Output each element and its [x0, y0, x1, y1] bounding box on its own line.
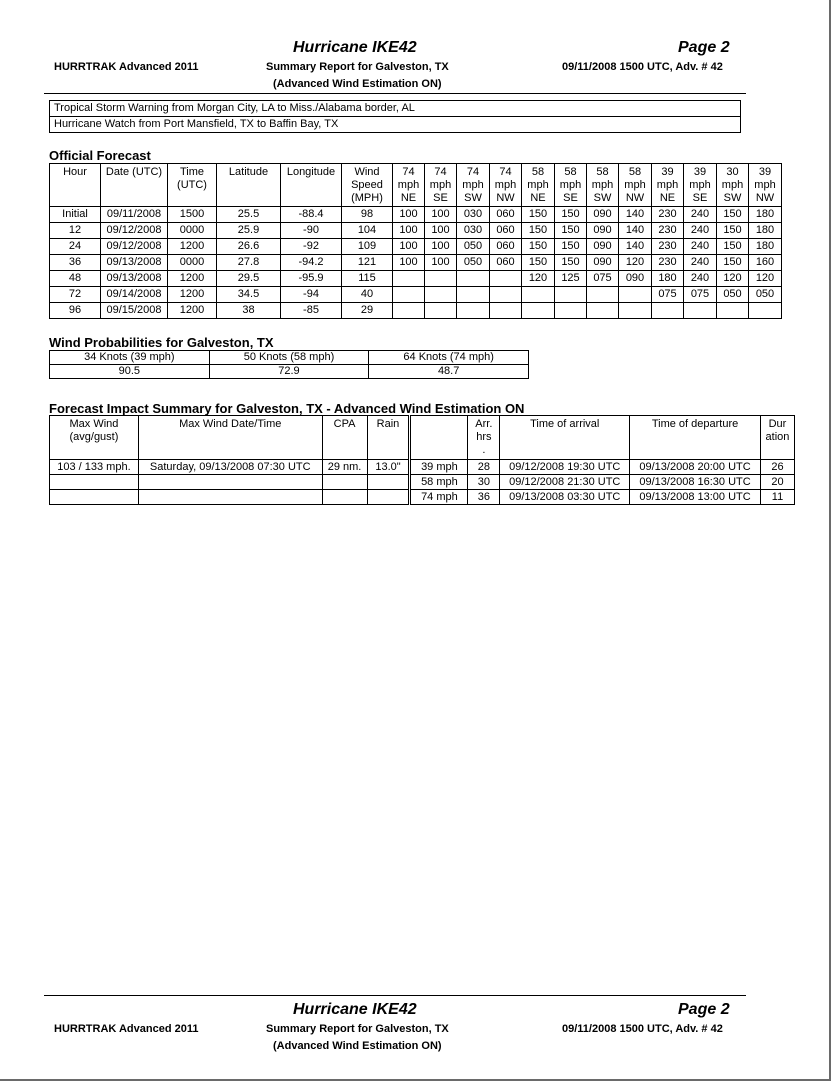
forecast-cell: 150	[717, 207, 749, 223]
page-number: Page 2	[678, 39, 730, 56]
forecast-cell: 09/12/2008	[101, 223, 168, 239]
forecast-cell: 150	[555, 255, 587, 271]
forecast-row	[50, 255, 782, 271]
prob-value-64kt: 48.7	[369, 365, 529, 379]
forecast-cell	[652, 303, 684, 319]
forecast-cell: 150	[555, 223, 587, 239]
forecast-cell: 075	[684, 287, 717, 303]
forecast-cell	[490, 271, 522, 287]
forecast-cell: 090	[619, 271, 652, 287]
forecast-cell: 150	[522, 223, 555, 239]
forecast-cell: 240	[684, 207, 717, 223]
forecast-cell: 230	[652, 255, 684, 271]
forecast-header-cell: Latitude	[217, 164, 281, 207]
forecast-cell: 050	[457, 255, 490, 271]
forecast-cell: 0000	[168, 223, 217, 239]
warnings-box	[49, 100, 741, 133]
forecast-cell: 26.6	[217, 239, 281, 255]
forecast-cell: 34.5	[217, 287, 281, 303]
forecast-cell	[587, 303, 619, 319]
impact-header-max-wind-time: Max Wind Date/Time	[138, 416, 322, 460]
impact-departure: 09/13/2008 20:00 UTC	[630, 460, 761, 475]
footer-software-name: HURRTRAK Advanced 2011	[54, 1023, 199, 1035]
forecast-cell: 98	[342, 207, 393, 223]
forecast-cell: 090	[587, 255, 619, 271]
report-title: Hurricane IKE42	[293, 39, 417, 56]
forecast-cell: 100	[425, 239, 457, 255]
impact-empty-cell	[50, 490, 139, 505]
forecast-cell: 140	[619, 239, 652, 255]
forecast-cell: 120	[522, 271, 555, 287]
forecast-cell: 150	[555, 207, 587, 223]
forecast-row	[50, 287, 782, 303]
forecast-cell: 0000	[168, 255, 217, 271]
forecast-cell	[457, 303, 490, 319]
forecast-cell	[684, 303, 717, 319]
report-mode: (Advanced Wind Estimation ON)	[273, 78, 442, 90]
impact-header-cpa: CPA	[322, 416, 367, 460]
report-subtitle: Summary Report for Galveston, TX	[266, 61, 449, 73]
impact-empty-cell	[367, 475, 410, 490]
forecast-cell	[749, 303, 782, 319]
forecast-cell: 1200	[168, 303, 217, 319]
impact-empty-cell	[367, 490, 410, 505]
forecast-cell: 09/11/2008	[101, 207, 168, 223]
forecast-cell: 150	[522, 207, 555, 223]
forecast-cell: 075	[652, 287, 684, 303]
impact-header-rain: Rain	[367, 416, 410, 460]
forecast-cell	[522, 287, 555, 303]
impact-arr-hrs: 30	[468, 475, 500, 490]
forecast-cell	[619, 303, 652, 319]
forecast-cell: 125	[555, 271, 587, 287]
forecast-cell: 96	[50, 303, 101, 319]
forecast-cell: 180	[749, 207, 782, 223]
impact-rain: 13.0"	[367, 460, 410, 475]
forecast-cell: Initial	[50, 207, 101, 223]
forecast-cell	[587, 287, 619, 303]
forecast-cell: 240	[684, 223, 717, 239]
forecast-cell: 060	[490, 239, 522, 255]
prob-header-34kt: 34 Knots (39 mph)	[50, 351, 210, 365]
forecast-cell: -92	[281, 239, 342, 255]
forecast-cell: 050	[749, 287, 782, 303]
impact-header-max-wind: Max Wind (avg/gust)	[50, 416, 139, 460]
impact-arr-hrs: 36	[468, 490, 500, 505]
impact-header-threshold	[410, 416, 468, 460]
forecast-cell: 240	[684, 239, 717, 255]
forecast-cell	[490, 303, 522, 319]
forecast-cell	[393, 303, 425, 319]
impact-threshold: 74 mph	[410, 490, 468, 505]
forecast-header-cell: Wind Speed (MPH)	[342, 164, 393, 207]
forecast-cell: 180	[749, 239, 782, 255]
impact-arrival: 09/13/2008 03:30 UTC	[500, 490, 630, 505]
impact-arr-hrs: 28	[468, 460, 500, 475]
impact-max-wind-time: Saturday, 09/13/2008 07:30 UTC	[138, 460, 322, 475]
forecast-cell: 27.8	[217, 255, 281, 271]
forecast-cell: -85	[281, 303, 342, 319]
forecast-cell	[457, 287, 490, 303]
forecast-cell: 180	[749, 223, 782, 239]
forecast-cell: 150	[717, 223, 749, 239]
forecast-cell: 150	[717, 255, 749, 271]
impact-arrival: 09/12/2008 19:30 UTC	[500, 460, 630, 475]
impact-duration: 11	[760, 490, 794, 505]
software-name: HURRTRAK Advanced 2011	[54, 61, 199, 73]
forecast-row	[50, 271, 782, 287]
forecast-cell: 150	[522, 255, 555, 271]
forecast-cell: 09/13/2008	[101, 271, 168, 287]
forecast-cell: 72	[50, 287, 101, 303]
forecast-cell: 230	[652, 207, 684, 223]
forecast-header-cell: Date (UTC)	[101, 164, 168, 207]
forecast-cell: 060	[490, 255, 522, 271]
forecast-header-cell: Longitude	[281, 164, 342, 207]
forecast-cell: 09/12/2008	[101, 239, 168, 255]
forecast-cell	[425, 303, 457, 319]
impact-table	[49, 415, 795, 505]
forecast-cell: 109	[342, 239, 393, 255]
forecast-cell: 25.5	[217, 207, 281, 223]
warning-line: Tropical Storm Warning from Morgan City, LA to Miss./Alabama border, AL	[54, 102, 415, 114]
forecast-cell: 100	[425, 255, 457, 271]
forecast-cell: 090	[587, 239, 619, 255]
forecast-header-cell: 39 mph NE	[652, 164, 684, 207]
forecast-header-cell: 74 mph SE	[425, 164, 457, 207]
forecast-header-cell: 39 mph SE	[684, 164, 717, 207]
forecast-cell: 100	[425, 207, 457, 223]
impact-threshold: 58 mph	[410, 475, 468, 490]
forecast-cell: 180	[652, 271, 684, 287]
forecast-cell: 090	[587, 223, 619, 239]
footer-mode: (Advanced Wind Estimation ON)	[273, 1040, 442, 1052]
impact-header-duration: Dur ation	[760, 416, 794, 460]
forecast-cell: -95.9	[281, 271, 342, 287]
forecast-header-cell: 74 mph SW	[457, 164, 490, 207]
forecast-cell: 24	[50, 239, 101, 255]
forecast-cell: 1500	[168, 207, 217, 223]
impact-empty-cell	[50, 475, 139, 490]
probabilities-table	[49, 350, 529, 379]
forecast-cell: 160	[749, 255, 782, 271]
impact-max-wind: 103 / 133 mph.	[50, 460, 139, 475]
impact-departure: 09/13/2008 16:30 UTC	[630, 475, 761, 490]
impact-empty-cell	[322, 475, 367, 490]
forecast-cell: -94.2	[281, 255, 342, 271]
forecast-cell: 120	[749, 271, 782, 287]
forecast-cell	[555, 303, 587, 319]
forecast-cell: 100	[393, 223, 425, 239]
forecast-cell: 140	[619, 223, 652, 239]
forecast-cell: 075	[587, 271, 619, 287]
forecast-cell: 090	[587, 207, 619, 223]
forecast-cell: 100	[393, 255, 425, 271]
forecast-cell: 150	[717, 239, 749, 255]
forecast-cell	[522, 303, 555, 319]
advisory-info: 09/11/2008 1500 UTC, Adv. # 42	[562, 61, 723, 73]
forecast-header-cell: 58 mph NE	[522, 164, 555, 207]
impact-header-departure: Time of departure	[630, 416, 761, 460]
prob-value-50kt: 72.9	[209, 365, 369, 379]
impact-header-arr-hrs: Arr. hrs .	[468, 416, 500, 460]
impact-empty-cell	[322, 490, 367, 505]
forecast-cell	[425, 287, 457, 303]
forecast-cell: 1200	[168, 287, 217, 303]
forecast-cell: 121	[342, 255, 393, 271]
forecast-cell: 1200	[168, 271, 217, 287]
forecast-cell: 240	[684, 271, 717, 287]
forecast-cell: 12	[50, 223, 101, 239]
forecast-cell: 060	[490, 207, 522, 223]
impact-departure: 09/13/2008 13:00 UTC	[630, 490, 761, 505]
prob-header-50kt: 50 Knots (58 mph)	[209, 351, 369, 365]
forecast-cell	[393, 287, 425, 303]
forecast-cell: -90	[281, 223, 342, 239]
warning-line: Hurricane Watch from Port Mansfield, TX to Baffin Bay, TX	[50, 116, 740, 132]
forecast-cell	[555, 287, 587, 303]
prob-header-64kt: 64 Knots (74 mph)	[369, 351, 529, 365]
probabilities-section-title: Wind Probabilities for Galveston, TX	[49, 335, 274, 350]
forecast-cell: 115	[342, 271, 393, 287]
forecast-cell: 120	[619, 255, 652, 271]
forecast-row	[50, 207, 782, 223]
forecast-cell	[717, 303, 749, 319]
forecast-cell	[425, 271, 457, 287]
footer-advisory-info: 09/11/2008 1500 UTC, Adv. # 42	[562, 1023, 723, 1035]
forecast-cell: 230	[652, 239, 684, 255]
forecast-cell: 09/15/2008	[101, 303, 168, 319]
forecast-cell: 48	[50, 271, 101, 287]
forecast-header-cell: Time (UTC)	[168, 164, 217, 207]
forecast-cell	[393, 271, 425, 287]
forecast-cell: 38	[217, 303, 281, 319]
impact-empty-cell	[138, 475, 322, 490]
forecast-cell: 240	[684, 255, 717, 271]
forecast-table	[49, 163, 782, 319]
footer-subtitle: Summary Report for Galveston, TX	[266, 1023, 449, 1035]
forecast-header-cell: Hour	[50, 164, 101, 207]
impact-section-title: Forecast Impact Summary for Galveston, TX - Advanced Wind Estimation ON	[49, 401, 525, 416]
forecast-header-cell: 58 mph SW	[587, 164, 619, 207]
forecast-cell	[619, 287, 652, 303]
forecast-cell: 050	[457, 239, 490, 255]
forecast-cell: 09/13/2008	[101, 255, 168, 271]
forecast-row	[50, 303, 782, 319]
forecast-cell	[457, 271, 490, 287]
forecast-cell: -88.4	[281, 207, 342, 223]
forecast-header-cell: 39 mph NW	[749, 164, 782, 207]
forecast-header-cell: 30 mph SW	[717, 164, 749, 207]
forecast-cell: 29	[342, 303, 393, 319]
forecast-cell: 150	[522, 239, 555, 255]
impact-cpa: 29 nm.	[322, 460, 367, 475]
forecast-cell: 25.9	[217, 223, 281, 239]
prob-value-34kt: 90.5	[50, 365, 210, 379]
impact-duration: 20	[760, 475, 794, 490]
forecast-header-cell: 74 mph NW	[490, 164, 522, 207]
forecast-section-title: Official Forecast	[49, 148, 151, 163]
forecast-header-cell: 74 mph NE	[393, 164, 425, 207]
forecast-cell: 36	[50, 255, 101, 271]
forecast-cell: 1200	[168, 239, 217, 255]
forecast-cell: 030	[457, 223, 490, 239]
footer-rule	[44, 995, 746, 996]
footer-title: Hurricane IKE42	[293, 1001, 417, 1018]
forecast-cell: 030	[457, 207, 490, 223]
forecast-cell: 29.5	[217, 271, 281, 287]
forecast-header-cell: 58 mph NW	[619, 164, 652, 207]
impact-header-arrival: Time of arrival	[500, 416, 630, 460]
forecast-cell: 120	[717, 271, 749, 287]
forecast-cell: 050	[717, 287, 749, 303]
impact-arrival: 09/12/2008 21:30 UTC	[500, 475, 630, 490]
forecast-cell	[490, 287, 522, 303]
forecast-cell: 100	[393, 207, 425, 223]
footer-page-number: Page 2	[678, 1001, 730, 1018]
forecast-cell: 104	[342, 223, 393, 239]
impact-empty-cell	[138, 490, 322, 505]
forecast-row	[50, 223, 782, 239]
forecast-cell: 40	[342, 287, 393, 303]
forecast-cell: 140	[619, 207, 652, 223]
forecast-cell: 060	[490, 223, 522, 239]
forecast-cell: -94	[281, 287, 342, 303]
forecast-header-cell: 58 mph SE	[555, 164, 587, 207]
forecast-cell: 150	[555, 239, 587, 255]
forecast-cell: 100	[393, 239, 425, 255]
forecast-cell: 100	[425, 223, 457, 239]
impact-threshold: 39 mph	[410, 460, 468, 475]
forecast-cell: 09/14/2008	[101, 287, 168, 303]
impact-duration: 26	[760, 460, 794, 475]
forecast-cell: 230	[652, 223, 684, 239]
forecast-row	[50, 239, 782, 255]
header-rule	[44, 93, 746, 94]
